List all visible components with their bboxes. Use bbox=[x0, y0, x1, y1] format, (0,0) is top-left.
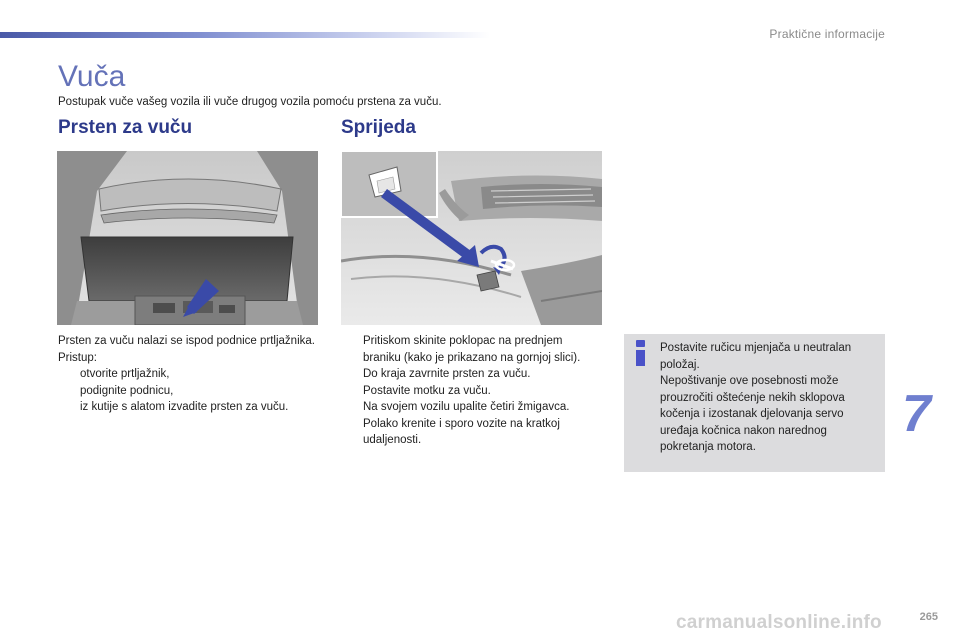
list-item: iz kutije s alatom izvadite prsten za vuču. bbox=[80, 401, 289, 413]
list-item: otvorite prtljažnik, bbox=[80, 368, 170, 380]
list-item: Na svojem vozilu upalite četiri žmigavca. bbox=[363, 401, 570, 413]
list-item: Pritiskom skinite poklopac na prednjem braniku (kako je prikazano na gornjoj slici). bbox=[363, 335, 581, 364]
section-header: Praktične informacije bbox=[769, 27, 885, 41]
front-text bbox=[341, 333, 603, 449]
access-label: Pristup: bbox=[58, 351, 97, 364]
chapter-number: 7 bbox=[902, 385, 931, 443]
watermark: carmanualsonline.info bbox=[676, 612, 882, 633]
info-box bbox=[624, 334, 885, 472]
info-icon bbox=[634, 340, 648, 366]
info-line: Postavite ručicu mjenjača u neutralan položaj. bbox=[660, 342, 852, 371]
front-steps bbox=[341, 333, 603, 449]
access-steps bbox=[58, 366, 318, 416]
list-item: Postavite motku za vuču. bbox=[363, 384, 491, 397]
info-line: Nepoštivanje ove posebnosti može prouzročiti oštećenje nekih sklopova kočenja i izostanak djelovanja servo uređaja kočnica nakon narednog pokretanja motora. bbox=[660, 375, 845, 453]
front-bumper-illustration bbox=[341, 151, 602, 325]
list-item: Polako krenite i sporo vozite na kratkoj udaljenosti. bbox=[363, 417, 560, 446]
list-item: podignite podnicu, bbox=[80, 384, 174, 397]
location-paragraph: Prsten za vuču nalazi se ispod podnice prtljažnika. bbox=[58, 335, 315, 347]
heading-towing-ring: Prsten za vuču bbox=[58, 117, 193, 138]
list-item: Do kraja zavrnite prsten za vuču. bbox=[363, 368, 531, 380]
intro-text: Postupak vuče vašeg vozila ili vuče drugog vozila pomoću prstena za vuču. bbox=[58, 96, 442, 108]
trunk-illustration bbox=[57, 151, 318, 325]
page-number: 265 bbox=[919, 611, 938, 623]
towing-ring-text bbox=[58, 333, 318, 416]
page-title: Vuča bbox=[58, 60, 126, 93]
info-text bbox=[660, 340, 878, 456]
header-gradient-rule bbox=[0, 32, 490, 38]
heading-front: Sprijeda bbox=[341, 117, 416, 138]
